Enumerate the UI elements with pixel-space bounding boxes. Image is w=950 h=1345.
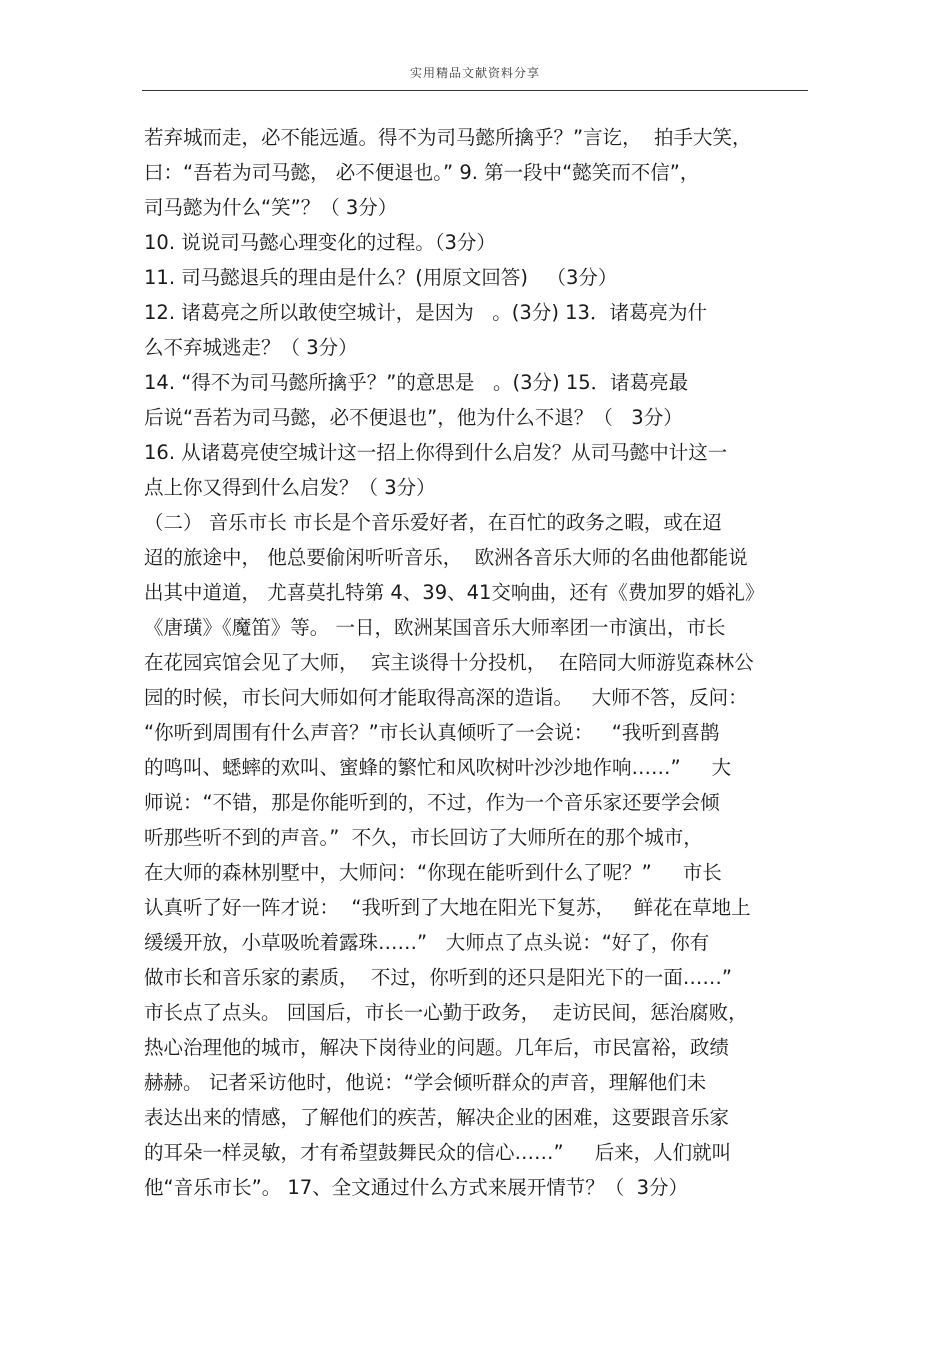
text-line: 在大师的森林别墅中，大师问：“你现在能听到什么了呢？” 市长 xyxy=(144,861,722,884)
text-line: 的耳朵一样灵敏，才有希望鼓舞民众的信心……” 后来，人们就叫 xyxy=(144,1141,732,1164)
text-line: 赫赫。 记者采访他时，他说：“学会倾听群众的声音，理解他们未 xyxy=(144,1071,707,1094)
text-line: 师说：“不错，那是你能听到的，不过，作为一个音乐家还要学会倾 xyxy=(144,791,720,814)
text-line: 迢的旅途中， 他总要偷闲听听音乐， 欧洲各音乐大师的名曲他都能说 xyxy=(144,546,748,569)
text-line: 表达出来的情感，了解他们的疾苦，解决企业的困难，这要跟音乐家 xyxy=(144,1106,730,1129)
text-line: 缓缓开放，小草吸吮着露珠……” 大师点了点头说：“好了，你有 xyxy=(144,931,710,954)
text-line: “你听到周围有什么声音？”市长认真倾听了一会说： “我听到喜鹊 xyxy=(144,721,720,744)
text-line: 若弃城而走，必不能远遁。得不为司马懿所擒乎？”言讫， 拍手大笑， xyxy=(144,126,752,149)
text-line: 14. “得不为司马懿所擒乎？”的意思是 。(3分) 15．诸葛亮最 xyxy=(144,371,689,394)
text-line: 司马懿为什么“笑”？（ 3分） xyxy=(144,196,398,219)
text-line: 园的时候，市长问大师如何才能取得高深的造诣。 大师不答，反问： xyxy=(144,686,748,709)
text-line: 市长点了点头。 回国后，市长一心勤于政务， 走访民间，惩治腐败， xyxy=(144,1001,748,1024)
text-line: 10. 说说司马懿心理变化的过程。（3分） xyxy=(144,231,496,254)
text-line: 《唐璜》《魔笛》等。 一日，欧洲某国音乐大师率团一市演出，市长 xyxy=(144,616,726,639)
text-line: 12. 诸葛亮之所以敢使空城计，是因为 。(3分) 13．诸葛亮为什 xyxy=(144,301,707,324)
text-line: 做市长和音乐家的素质， 不过，你听到的还只是阳光下的一面……” xyxy=(144,966,732,989)
text-line: 后说“吾若为司马懿，必不便退也”，他为什么不退？（ 3分） xyxy=(144,406,683,429)
text-line: 么不弃城逃走？（ 3分） xyxy=(144,336,358,359)
text-line: 他“音乐市长”。 17、全文通过什么方式来展开情节？（ 3分） xyxy=(144,1176,689,1199)
text-line: 认真听了好一阵才说： “我听到了大地在阳光下复苏， 鲜花在草地上 xyxy=(144,896,751,919)
page-header: 实用精品文献资料分享 xyxy=(409,66,540,80)
header-divider xyxy=(142,90,808,91)
text-line: （二） 音乐市长 市长是个音乐爱好者，在百忙的政务之暇，或在迢 xyxy=(144,511,722,534)
text-line: 听那些听不到的声音。” 不久，市长回访了大师所在的那个城市， xyxy=(144,826,703,849)
text-line: 的鸣叫、蟋蟀的欢叫、蜜蜂的繁忙和风吹树叶沙沙地作响……” 大 xyxy=(144,756,732,779)
text-line: 曰：“吾若为司马懿， 必不便退也。” 9. 第一段中“懿笑而不信”， xyxy=(144,161,700,184)
text-line: 在花园宾馆会见了大师， 宾主谈得十分投机， 在陪同大师游览森林公 xyxy=(144,651,754,674)
text-line: 热心治理他的城市，解决下岗待业的问题。几年后，市民富裕，政绩 xyxy=(144,1036,730,1059)
text-line: 16. 从诸葛亮使空城计这一招上你得到什么启发？从司马懿中计这一 xyxy=(144,441,728,464)
text-line: 11. 司马懿退兵的理由是什么？(用原文回答) （3分） xyxy=(144,266,618,289)
document-body xyxy=(144,120,812,1205)
text-line: 点上你又得到什么启发？（ 3分） xyxy=(144,476,436,499)
text-line: 出其中道道， 尤喜莫扎特第 4、39、41交响曲，还有《费加罗的婚礼》 xyxy=(144,581,765,604)
